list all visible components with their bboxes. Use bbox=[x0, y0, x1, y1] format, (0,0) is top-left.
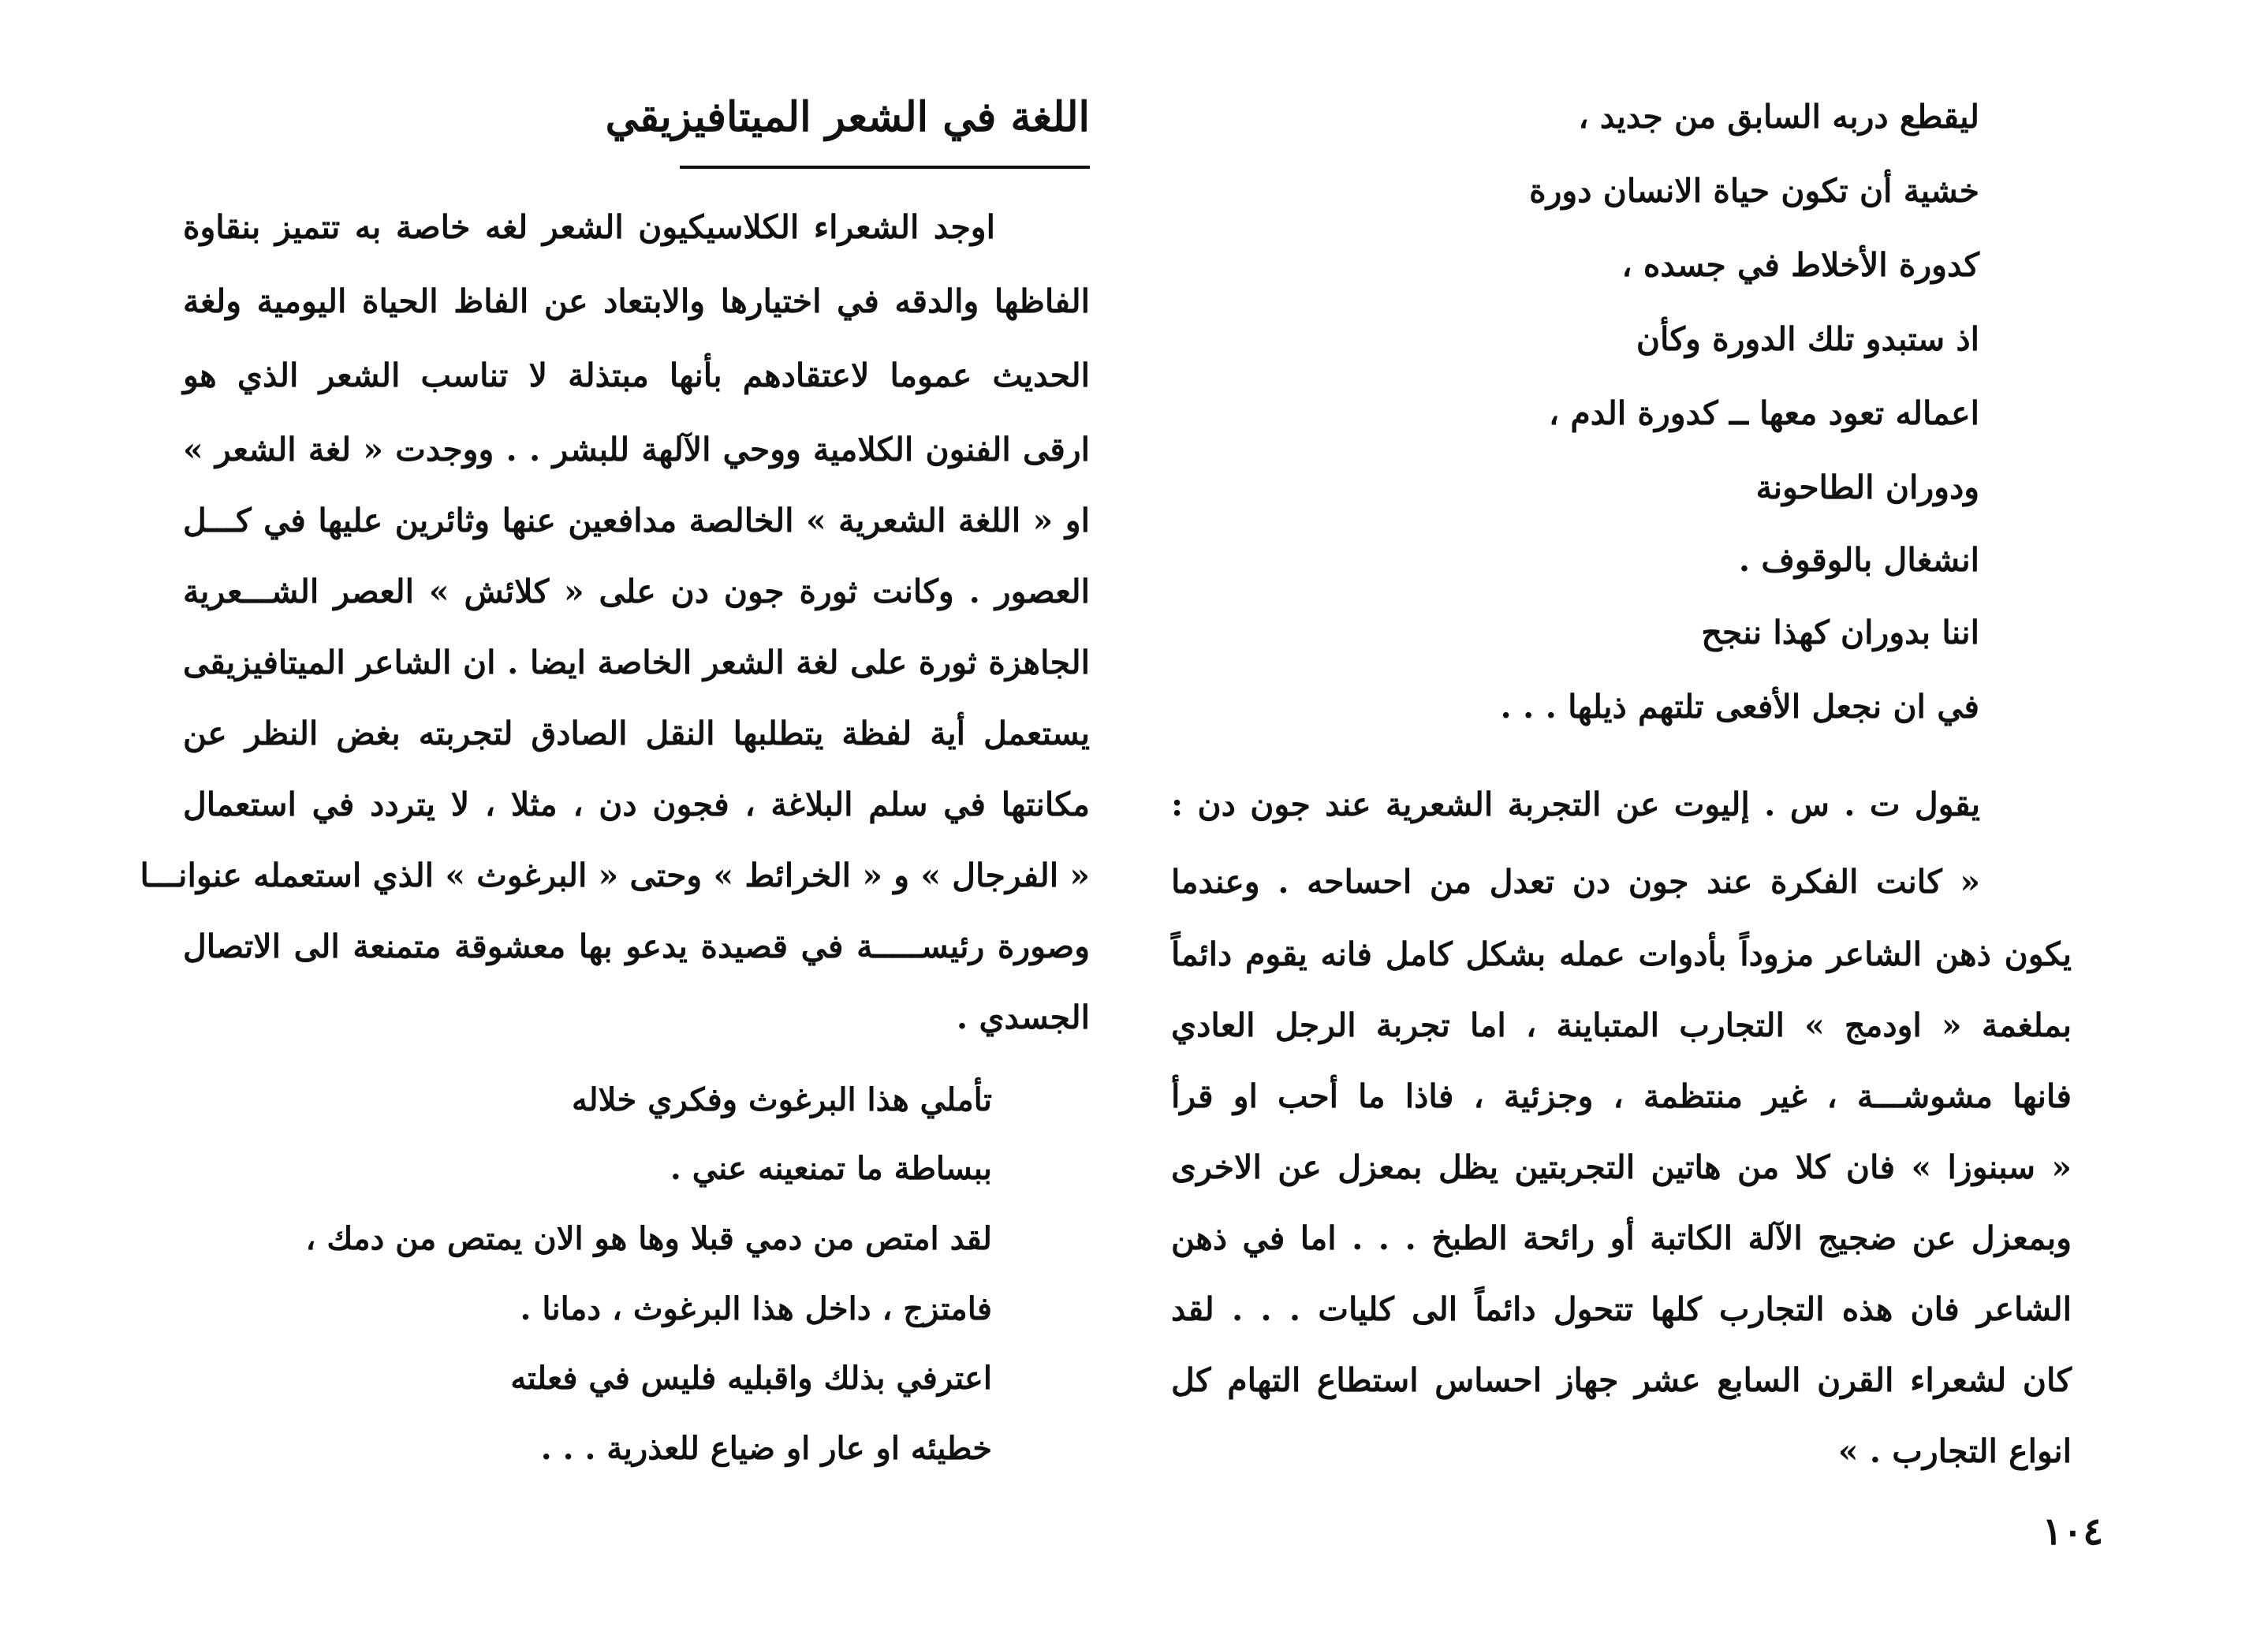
essay-line: الفاظها والدقه في اختيارها والابتعاد عن الفاظ الحياة اليومية ولغة bbox=[183, 282, 1090, 320]
essay-line: يستعمل أية لفظة يتطلبها النقل الصادق لتجربته بغض النظر عن bbox=[183, 715, 1090, 752]
essay-line: مكانتها في سلم البلاغة ، فجون دن ، مثلا ، لا يتردد في استعمال bbox=[183, 786, 1090, 823]
verse-line: كدورة الأخلاط في جسده ، bbox=[1621, 246, 1979, 284]
quote-line: « كانت الفكرة عند جون دن تعدل من احساحه . وعندما bbox=[1171, 863, 1980, 901]
essay-line: الجسدي . bbox=[956, 998, 1090, 1036]
quote-intro: يقول ت . س . إليوت عن التجربة الشعرية عند جون دن : bbox=[1171, 786, 1980, 823]
quote-line: كان لشعراء القرن السابع عشر جهاز احساس استطاع التهام كل bbox=[1171, 1361, 2072, 1399]
essay-line: الحديث عموما لاعتقادهم بأنها مبتذلة لا تناسب الشعر الذي هو bbox=[183, 356, 1090, 394]
poem-line: لقد امتص من دمي قبلا وها هو الان يمتص من دمك ، bbox=[305, 1220, 992, 1257]
quote-line: يكون ذهن الشاعر مزوداً بأدوات عمله بشكل كامل فانه يقوم دائماً bbox=[1171, 935, 2072, 973]
poem-line: ببساطة ما تمنعينه عني . bbox=[670, 1150, 992, 1187]
quote-line: « سبنوزا » فان كلا من هاتين التجربتين يظل بمعزل عن الاخرى bbox=[1171, 1148, 2072, 1186]
poem-line: اعترفي بذلك واقبليه فليس في فعلته bbox=[510, 1360, 992, 1397]
essay-line: وصورة رئيســـــة في قصيدة يدعو بها معشوقة متمنعة الى الاتصال bbox=[183, 927, 1090, 965]
section-title: اللغة في الشعر الميتافيزيقي bbox=[605, 93, 1090, 141]
page-number: ١٠٤ bbox=[2042, 1510, 2103, 1554]
essay-line: اوجد الشعراء الكلاسيكيون الشعر لغه خاصة به تتميز بنقاوة bbox=[183, 208, 995, 246]
verse-line: اذ ستبدو تلك الدورة وكأن bbox=[1636, 320, 1979, 358]
verse-line: ليقطع دربه السابق من جديد ، bbox=[1578, 98, 1979, 136]
quote-line: انواع التجارب . » bbox=[1837, 1432, 2072, 1470]
poem-line: فامتزج ، داخل هذا البرغوث ، دمانا . bbox=[520, 1290, 992, 1327]
verse-line: اعماله تعود معها ــ كدورة الدم ، bbox=[1548, 394, 1979, 432]
essay-line: او « اللغة الشعرية » الخالصة مدافعين عنها وثائرين عليها في كـــل bbox=[183, 502, 1090, 539]
essay-line: العصور . وكانت ثورة جون دن على « كلائش » العصر الشـــعرية bbox=[183, 573, 1090, 610]
quote-line: وبمعزل عن ضجيج الآلة الكاتبة أو رائحة الطبخ . . . اما في ذهن bbox=[1171, 1219, 2072, 1257]
title-underline bbox=[680, 166, 1090, 169]
quote-line: الشاعر فان هذه التجارب كلها تتحول دائماً الى كليات . . . لقد bbox=[1171, 1290, 2072, 1328]
essay-line: الجاهزة ثورة على لغة الشعر الخاصة ايضا . ان الشاعر الميتافيزيقى bbox=[183, 644, 1090, 681]
verse-line: اننا بدوران كهذا ننجح bbox=[1701, 614, 1979, 651]
verse-line: خشية أن تكون حياة الانسان دورة bbox=[1529, 172, 1979, 210]
quote-line: بملغمة « اودمج » التجارب المتباينة ، اما تجربة الرجل العادي bbox=[1171, 1006, 2072, 1044]
verse-line: في ان نجعل الأفعى تلتهم ذيلها . . . bbox=[1500, 688, 1979, 726]
quote-line: فانها مشوشـــة ، غير منتظمة ، وجزئية ، فاذا ما أحب او قرأ bbox=[1171, 1077, 2072, 1115]
verse-line: ودوران الطاحونة bbox=[1755, 468, 1979, 506]
verse-line: انشغال بالوقوف . bbox=[1738, 541, 1979, 579]
essay-line: ارقى الفنون الكلامية ووحي الآلهة للبشر . . ووجدت « لغة الشعر » bbox=[183, 431, 1090, 468]
poem-line: تأملي هذا البرغوث وفكري خلاله bbox=[571, 1081, 992, 1118]
poem-line: خطيئه او عار او ضياع للعذرية . . . bbox=[540, 1430, 992, 1467]
essay-line: « الفرجال » و « الخرائط » وحتى « البرغوث » الذي استعمله عنوانـــا bbox=[140, 857, 1090, 894]
